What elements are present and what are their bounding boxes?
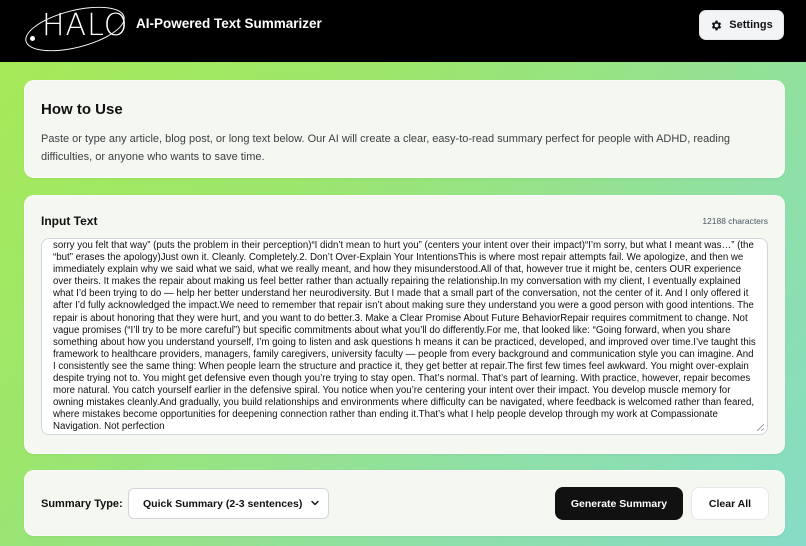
summary-type-value: Quick Summary (2-3 sentences)	[143, 497, 303, 510]
character-count: 12188 characters	[702, 216, 768, 226]
input-text-label: Input Text	[41, 214, 98, 228]
clear-all-button[interactable]: Clear All	[691, 487, 769, 520]
gear-icon	[710, 19, 723, 32]
controls-card	[24, 470, 785, 536]
top-bar	[0, 0, 806, 62]
settings-button[interactable]	[699, 10, 784, 40]
generate-summary-button[interactable]: Generate Summary	[555, 487, 683, 520]
app-title: AI-Powered Text Summarizer	[136, 16, 322, 31]
summary-type-label: Summary Type:	[41, 498, 123, 510]
halo-logo	[24, 2, 128, 52]
chevron-down-icon	[310, 498, 320, 508]
input-text-content: sorry you felt that way” (puts the problem in their perception)“I didn’t mean to hurt you” (centers your intent over their impact)“I’m sorry, but what I meant was…” (the “but” erases the apology)Just own it. Cleanly. Completely.2. Don’t Over-Explain Your IntentionsThis is where most repair attempts fail. We apologize, and then we immediately explain why we said what we said, what we really meant, and how they misunderstood.All of that, however true it might be, centers OUR experience over theirs. It makes the repair about making us feel better rather than actually repairing the relationship.In my conversation with my client, I eventually explained what I’d been trying to do — help her better understand her neurodiversity. But I made that a small part of the conversation, not the center of it. And I only offered it after I’d fully acknowledged the impact.We need to remember that repair isn’t about making sure they understand you were a good person with good intentions. The repair is about honoring that they were hurt, and you want to do better.3. Make a Clear Promise About Future BehaviorRepair requires commitment to change. Not vague promises (“I’ll try to be more careful”) but specific commitments about what you’ll do differently.For me, that looked like: “Going forward, when you share something about how you understand yourself, I’m going to listen and ask questions h means it can be practiced, developed, and improved over time.I’ve taught this framework to healthcare providers, managers, family caregivers, university faculty — people from every background and communication style you can imagine. And I consistently see the same thing: When people learn the structure and practice it, they get better at repair.The first few times feel awkward. You might over-explain despite trying not to. You might get defensive even though you’re trying to stay open. That’s normal. That’s part of learning. With practice, however, repair becomes more natural. You catch yourself earlier in the defensive spiral. You notice when you’re centering your intent over their impact. You develop muscle memory for owning mistakes cleanly.And gradually, you build relationships and environments where difficulty can be navigated, where feedback is welcomed rather than feared, where mistakes become opportunities for deepening connection rather than ending it.That’s what I help people develop through my work at Compassionate Navigation. Not perfection	[53, 240, 756, 433]
logo-dot	[30, 36, 35, 41]
input-textarea[interactable]	[41, 238, 768, 435]
resize-handle[interactable]	[757, 424, 764, 431]
how-to-use-card	[24, 80, 785, 178]
settings-label: Settings	[729, 19, 773, 31]
input-text-card	[24, 195, 785, 454]
how-to-use-title: How to Use	[41, 101, 123, 118]
how-to-use-description: Paste or type any article, blog post, or long text below. Our AI will create a clear, easy-to-read summary perfect for people with ADHD, reading difficulties, or anyone who wants to save time.	[41, 133, 731, 163]
summary-type-select[interactable]	[128, 488, 329, 519]
logo-text: HALO	[42, 8, 129, 43]
